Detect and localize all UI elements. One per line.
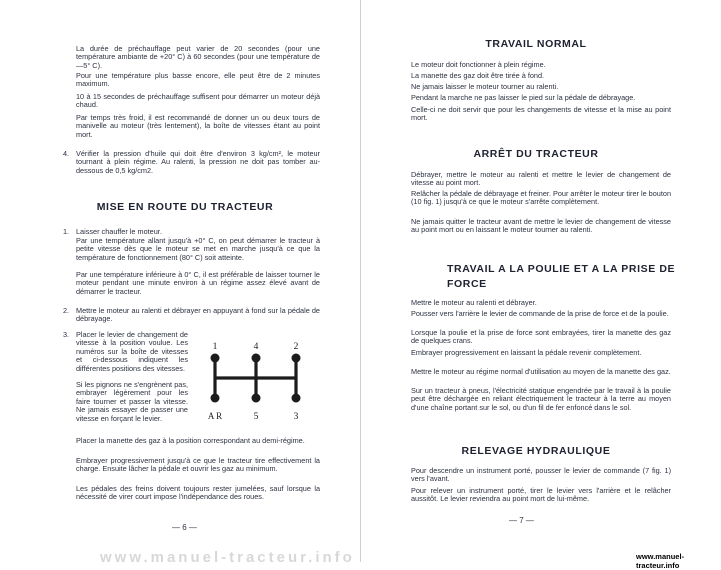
watermark-text: www.manuel-tracteur.info (100, 549, 355, 566)
section-title-arret: ARRÊT DU TRACTEUR (473, 148, 599, 160)
item-1-line-3: Par une température inférieure à 0° C, il est préférable de laisser tourner le moteur pendant une minute environ à un régime assez élevé avant de démarrer le tracteur. (76, 270, 320, 296)
relevage-paragraph-2: Pour relever un instrument porté, tirer le levier vers l'arrière et le relâcher aussitôt. Le levier reviendra au point mort de lui-même. (411, 486, 671, 504)
gear-position-1-dot (211, 354, 220, 363)
item-4-number: 4. (63, 149, 70, 158)
poulie-paragraph-3: Lorsque la poulie et la prise de force sont embrayées, tirer la manette des gaz de quelques crans. (411, 328, 671, 346)
gear-label-4: 4 (253, 342, 259, 352)
gear-shift-diagram (199, 338, 317, 428)
travail-normal-paragraph-1: Le moteur doit fonctionner à plein régime. (411, 60, 546, 69)
gear-label-3: 3 (293, 412, 299, 422)
arret-paragraph-2: Relâcher la pédale de débrayage et freiner. Pour arrêter le moteur tirer le bouton (10 fig. 1) jusqu'à ce que le moteur s'arrête complètement. (411, 189, 672, 207)
poulie-paragraph-1: Mettre le moteur au ralenti et débrayer. (411, 298, 537, 307)
gear-shift-svg (199, 338, 317, 428)
gear-position-5-dot (252, 394, 261, 403)
item-1-line-2: Par une température allant jusqu'à +0° C, on peut démarrer le tracteur à petite vitesse dès que le moteur se met en marche jusqu'à ce que la température de fonctionnement (80° C) soit atteinte. (76, 236, 320, 262)
poulie-paragraph-5: Mettre le moteur au régime normal d'utilisation au moyen de la manette des gaz. (411, 367, 671, 376)
gear-label-1: 1 (212, 342, 218, 352)
item-3-paragraph-5: Les pédales des freins doivent toujours rester jumelées, sauf lorsque la nécessité de virer court impose l'indépendance des roues. (76, 484, 320, 502)
section-title-mise-en-route: MISE EN ROUTE DU TRACTEUR (96, 201, 274, 213)
gear-label-5: 5 (253, 412, 259, 422)
arret-paragraph-1: Débrayer, mettre le moteur au ralenti et mettre le levier de changement de vitesse au point mort. (411, 170, 671, 188)
travail-normal-paragraph-3: Ne jamais laisser le moteur tourner au ralenti. (411, 82, 559, 91)
travail-normal-paragraph-2: La manette des gaz doit être tirée à fond. (411, 71, 545, 80)
section-title-travail-normal: TRAVAIL NORMAL (485, 38, 587, 50)
section-title-poulie: TRAVAIL A LA POULIE ET A LA PRISE DE FORCE (447, 263, 676, 290)
travail-normal-paragraph-5: Celle-ci ne doit servir que pour les changements de vitesse et la mise au point mort. (411, 105, 671, 123)
item-2-number: 2. (63, 306, 70, 315)
item-3-number: 3. (63, 330, 70, 339)
gear-label-reverse: A R (207, 411, 223, 421)
section-title-relevage: RELEVAGE HYDRAULIQUE (461, 445, 611, 457)
gear-position-reverse-dot (211, 394, 220, 403)
intro-paragraph-1: La durée de préchauffage peut varier de 20 secondes (pour une température ambiante de +20° C) à 60 secondes (pour une température de —5° C). (76, 44, 320, 70)
item-1-number: 1. (63, 227, 70, 236)
poulie-paragraph-2: Pousser vers l'arrière le levier de commande de la prise de force et de la poulie. (411, 309, 669, 318)
intro-paragraph-2: Pour une température plus basse encore, elle peut être de 2 minutes maximum. (76, 71, 320, 89)
arret-paragraph-3: Ne jamais quitter le tracteur avant de mettre le levier de changement de vitesse au point mort ou en laissant le moteur tourner au ralenti. (411, 217, 671, 235)
left-page (0, 0, 361, 562)
item-2-text: Mettre le moteur au ralenti et débrayer en appuyant à fond sur la pédale de débrayage. (76, 306, 320, 324)
gear-position-4-dot (252, 354, 261, 363)
gear-position-3-dot (292, 394, 301, 403)
intro-paragraph-3: 10 à 15 secondes de préchauffage suffisent pour démarrer un moteur déjà chaud. (76, 92, 320, 110)
relevage-paragraph-1: Pour descendre un instrument porté, pousser le levier de commande (7 fig. 1) vers l'avant. (411, 466, 671, 484)
item-1-line-1: Laisser chauffer le moteur. (76, 227, 162, 236)
poulie-paragraph-4: Embrayer progressivement en laissant la pédale revenir complètement. (411, 348, 642, 357)
item-3-paragraph-2: Si les pignons ne s'engrènent pas, embrayer légèrement pour les faire tourner et passer la vitesse. Ne jamais essayer de passer une vitesse en forçant le levier. (76, 380, 188, 423)
page-number-right: — 7 — (509, 516, 534, 525)
page-number-left: — 6 — (172, 523, 197, 532)
poulie-paragraph-6: Sur un tracteur à pneus, l'électricité statique engendrée par le travail à la poulie peut être déchargée en reliant électriquement le tracteur à la terre au moyen d'une chaîne portant sur le sol, ou d'un fil de fer enfoncé dans le sol. (411, 386, 671, 412)
gear-label-2: 2 (293, 342, 299, 352)
item-3-paragraph-1: Placer le levier de changement de vitesse à la position voulue. Les numéros sur la boîte de vitesses et ci-dessous indiquent les différentes positions des vitesses. (76, 330, 188, 373)
item-3-paragraph-3: Placer la manette des gaz à la position correspondant au demi-régime. (76, 436, 305, 445)
intro-paragraph-4: Par temps très froid, il est recommandé de donner un ou deux tours de manivelle au moteur (très lentement), la boîte de vitesses étant au point mort. (76, 113, 320, 139)
site-url-label: www.manuel-tracteur.info (636, 552, 685, 570)
item-3-paragraph-4: Embrayer progressivement jusqu'à ce que le tracteur tire effectivement la charge. Ensuite lâcher la pédale et ouvrir les gaz au minimum. (76, 456, 320, 474)
right-page (361, 0, 721, 562)
gear-position-2-dot (292, 354, 301, 363)
travail-normal-paragraph-4: Pendant la marche ne pas laisser le pied sur la pédale de débrayage. (411, 93, 636, 102)
item-4-text: Vérifier la pression d'huile qui doit être d'environ 3 kg/cm², le moteur tournant à plein régime. Au ralenti, la pression ne doit pas tomber au-dessous de 0,5 kg/cm2. (76, 149, 320, 175)
